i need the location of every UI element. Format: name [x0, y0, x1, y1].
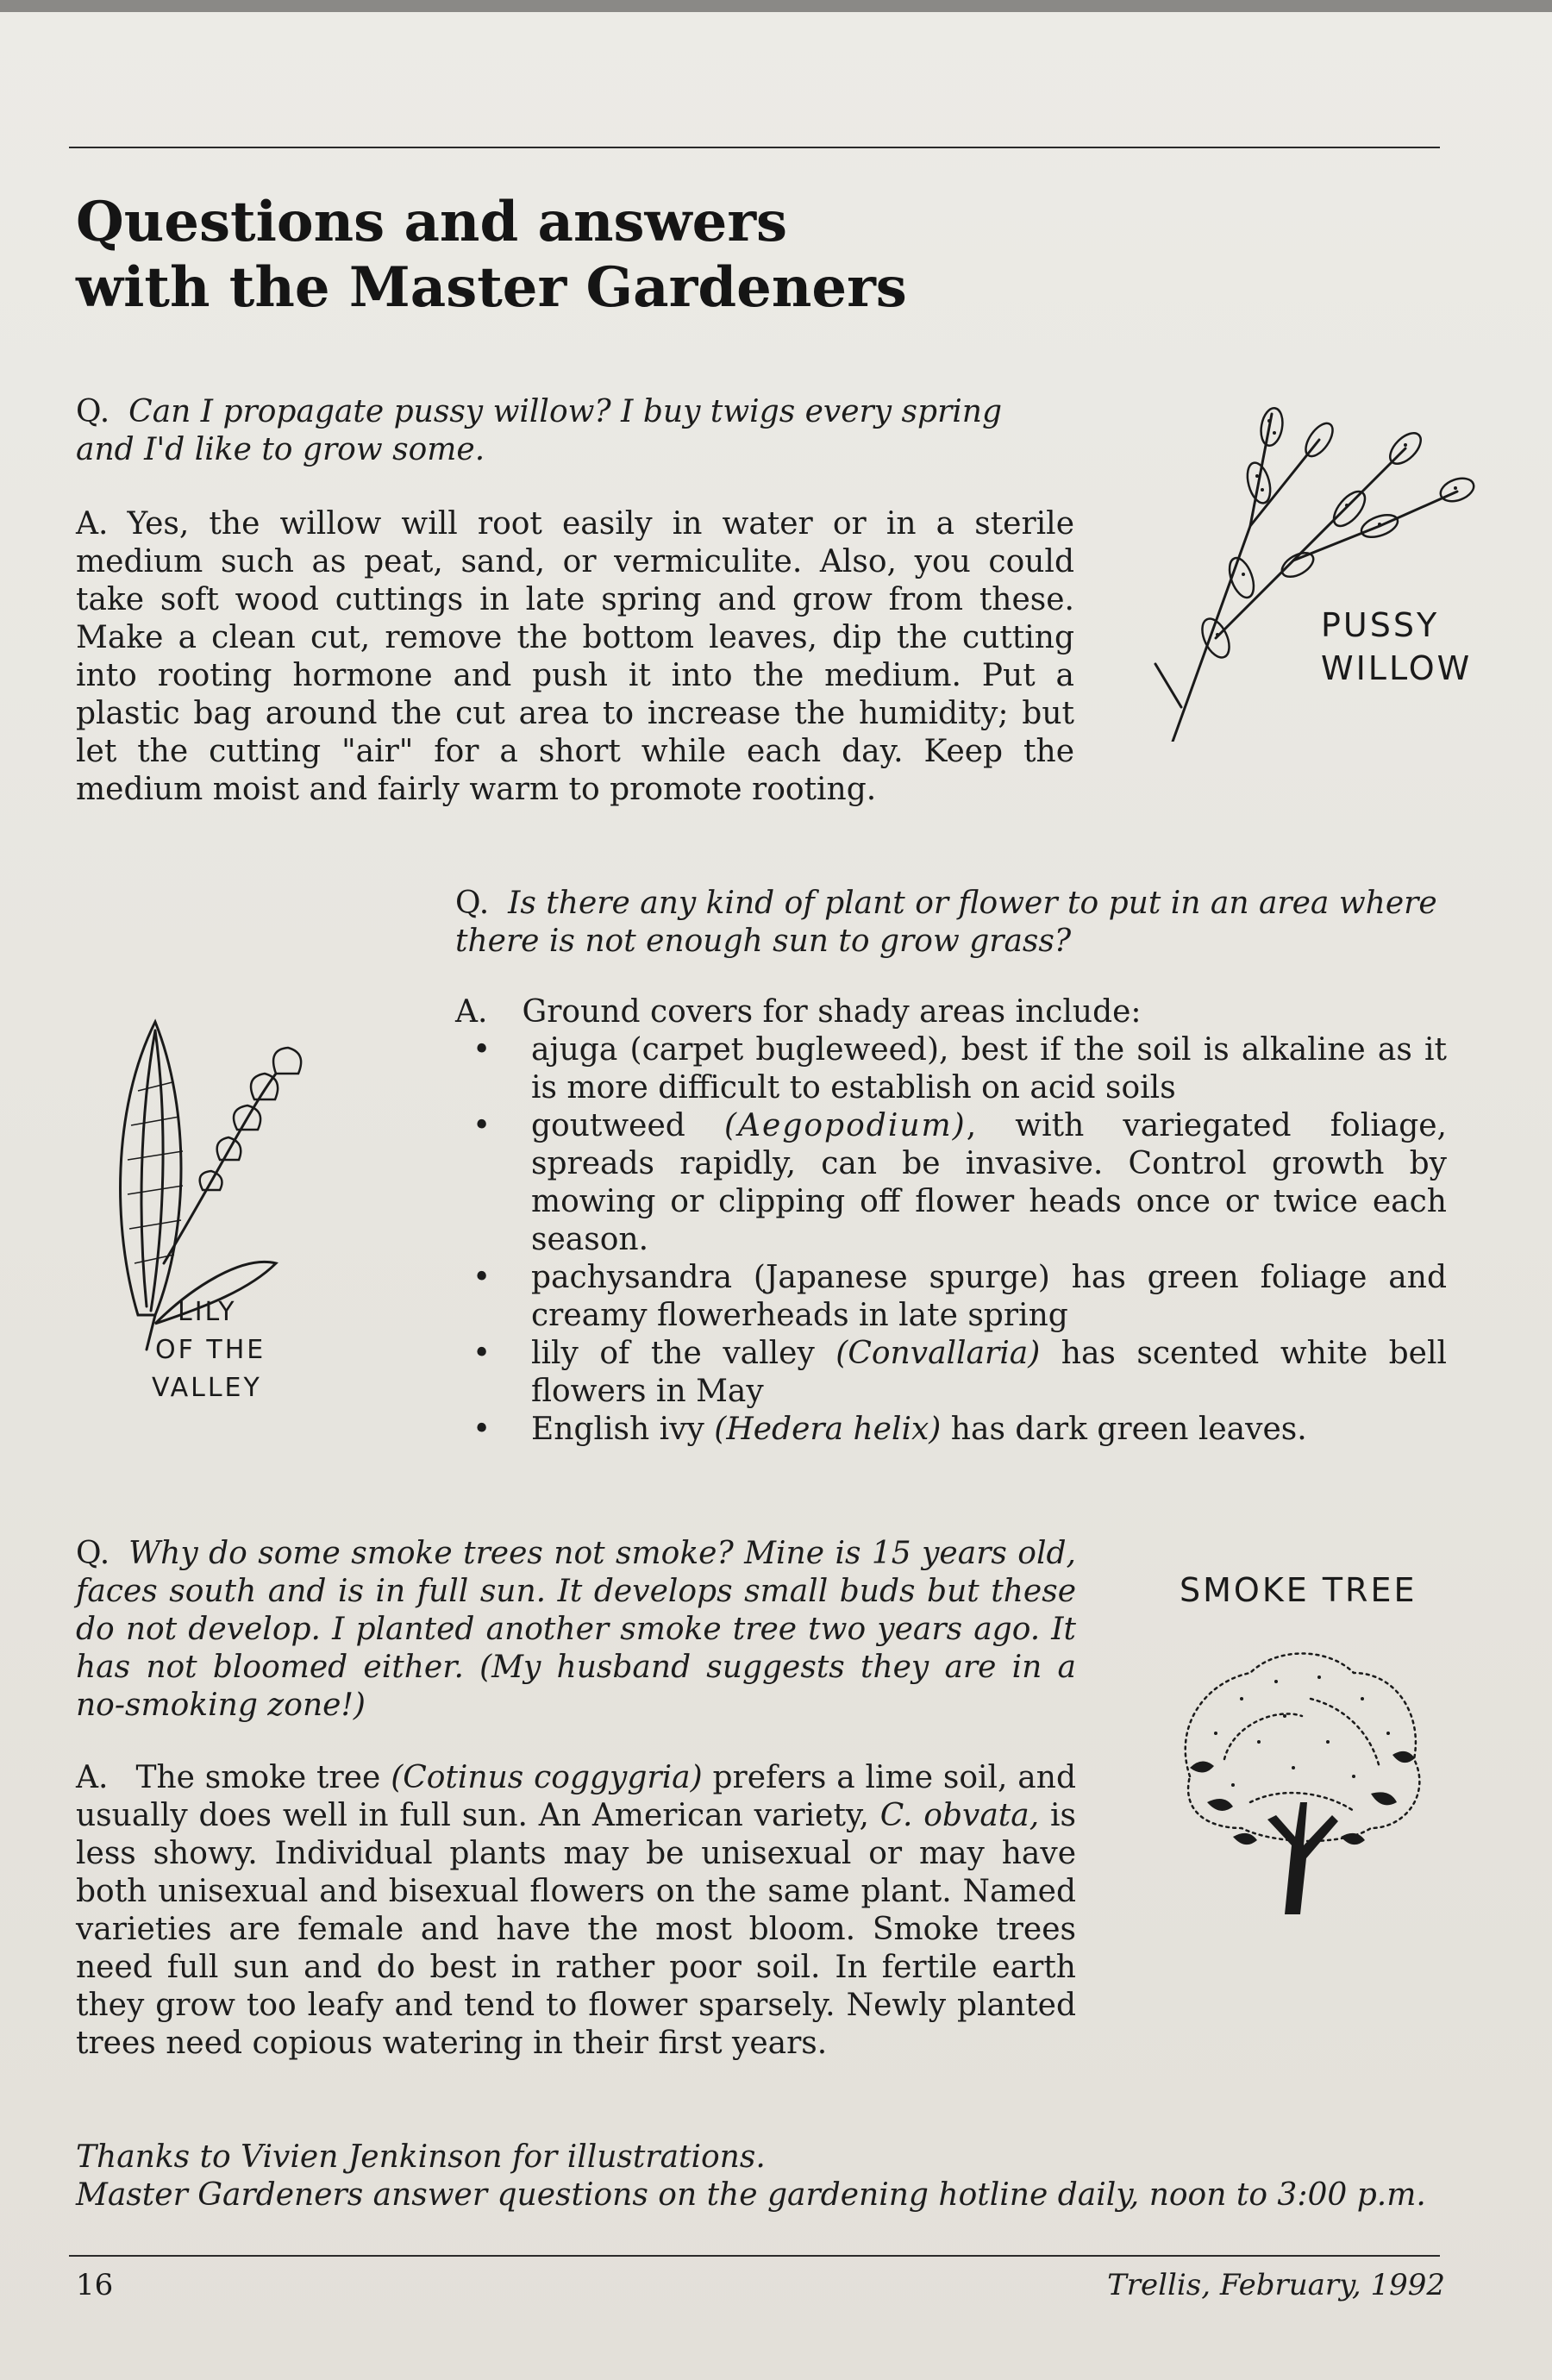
latin-name: C. obvata,	[879, 1798, 1040, 1833]
lily-label-line-2: OF THE	[155, 1335, 266, 1365]
willow-label-line-1: PUSSY	[1321, 606, 1440, 644]
question-label: Q.	[455, 886, 490, 921]
answer-1	[76, 505, 1074, 809]
lily-label-line-1: LILY	[178, 1297, 237, 1327]
list-item: • goutweed (Aegopodium), with variegated foliage, spreads rapidly, can be invasive. Control growth by mowing or clipping off flower heads once or twice each season.	[455, 1107, 1447, 1259]
question-label: Q.	[76, 394, 110, 429]
list-item: • pachysandra (Japanese spurge) has green foliage and creamy flowerheads in late spring	[455, 1259, 1447, 1335]
answer-text: Yes, the willow will root easily in water or in a sterile medium such as peat, sand, or vermiculite. Also, you could take soft wood cuttings in late spring and grow from these. Make a clean cut, remove the bottom leaves, dip the cutting into rooting hormone and push it into the medium. Put a plastic bag around the cut area to increase the humidity; but let the cutting "air" for a short while each day. Keep the medium moist and fairly warm to promote rooting.	[76, 506, 1074, 807]
ground-cover-list	[455, 1031, 1447, 1449]
latin-name: (Convallaria)	[835, 1336, 1041, 1371]
hotline-note: Master Gardeners answer questions on the gardening hotline daily, noon to 3:00 p.m.	[76, 2177, 1426, 2213]
answer-3: A. The smoke tree (Cotinus coggygria) prefers a lime soil, and usually does well in full sun. An American variety, C. obvata, is less showy. Individual plants may be unisexual or may have both unisexual and bisexual flowers on the same plant. Named varieties are female and have the most bloom. Smoke trees need full sun and do best in rather poor soil. In fertile earth they grow too leafy and tend to flower sparsely. Newly planted trees need copious watering in their first years.	[76, 1760, 1077, 2061]
smoke-tree-illustration	[1155, 1630, 1440, 1914]
list-item: • lily of the valley (Convallaria) has scented white bell flowers in May	[455, 1335, 1447, 1411]
page-number: 16	[76, 2268, 114, 2302]
answer-intro	[455, 993, 1447, 1031]
publication-date: Trellis, February, 1992	[1107, 2268, 1445, 2302]
title-line-2: with the Master Gardeners	[76, 255, 907, 320]
question-text: Why do some smoke trees not smoke? Mine is 15 years old, faces south and is in full sun. It develops small buds but these do not develop. I planted another smoke tree two years ago. It has not bloomed either. (My husband suggests they are in a no-smoking zone!)	[76, 1536, 1076, 1723]
article-title	[76, 190, 1024, 321]
latin-name: (Cotinus coggygria)	[391, 1760, 703, 1795]
answer-intro-text: Ground covers for shady areas include:	[522, 994, 1142, 1030]
answer-label: A.	[76, 506, 109, 542]
answer-label: A.	[76, 1760, 109, 1795]
scan-edge	[0, 0, 1552, 12]
answer-2	[455, 993, 1447, 1449]
pussy-willow-label	[1321, 604, 1472, 690]
question-1	[76, 393, 1067, 469]
question-2	[455, 885, 1447, 961]
question-label: Q.	[76, 1536, 110, 1571]
question-3	[76, 1535, 1076, 1725]
latin-name: (Aegopodium)	[723, 1108, 967, 1143]
answer-label: A.	[455, 994, 488, 1030]
top-rule	[69, 147, 1440, 148]
lily-label-line-3: VALLEY	[152, 1373, 262, 1403]
smoke-tree-label: SMOKE TREE	[1180, 1571, 1417, 1609]
title-line-1: Questions and answers	[76, 190, 788, 254]
illustration-credit: Thanks to Vivien Jenkinson for illustrations.	[76, 2139, 766, 2175]
list-item: • English ivy (Hedera helix) has dark green leaves.	[455, 1411, 1447, 1449]
list-item: • ajuga (carpet bugleweed), best if the soil is alkaline as it is more difficult to establish on acid soils	[455, 1031, 1447, 1107]
question-text: Is there any kind of plant or flower to put in an area where there is not enough sun to grow grass?	[455, 886, 1437, 959]
lily-of-the-valley-label	[152, 1293, 266, 1407]
latin-name: (Hedera helix)	[714, 1412, 942, 1447]
willow-label-line-2: WILLOW	[1321, 649, 1473, 687]
question-text: Can I propagate pussy willow? I buy twigs every spring and I'd like to grow some.	[76, 394, 1003, 467]
credits	[76, 2139, 1438, 2214]
bottom-rule	[69, 2255, 1440, 2257]
